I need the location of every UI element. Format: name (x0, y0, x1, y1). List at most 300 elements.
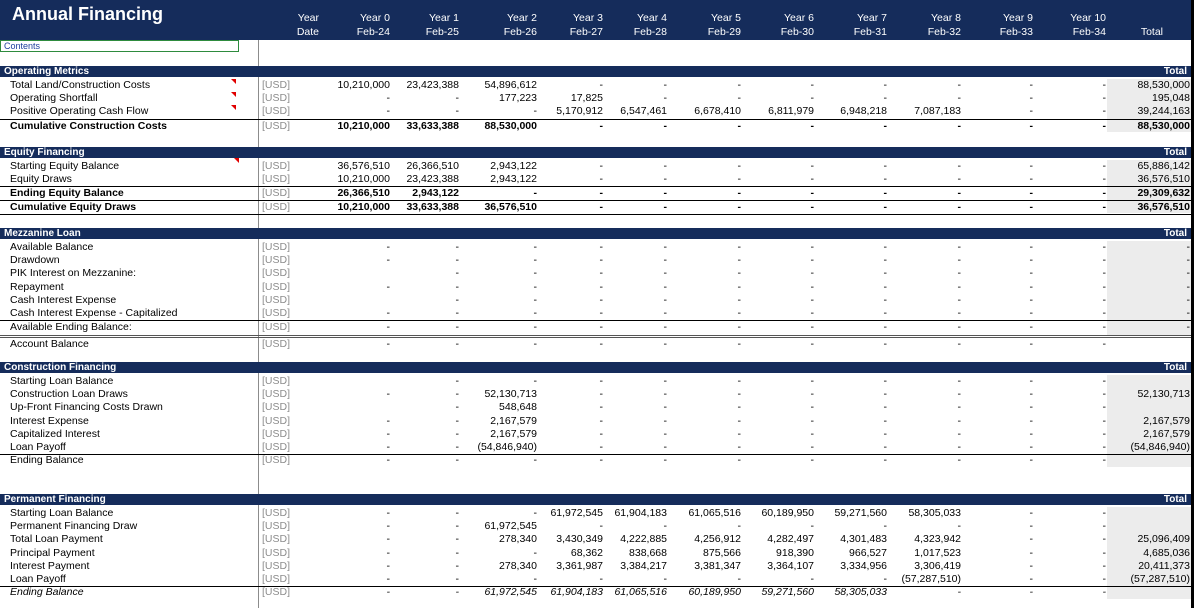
cell-value[interactable]: - (810, 92, 814, 105)
cell-value[interactable]: 59,271,560 (761, 586, 814, 599)
cell-value[interactable]: - (810, 414, 814, 427)
cell-value[interactable]: - (599, 388, 603, 401)
cell-value[interactable]: - (737, 375, 741, 387)
cell-value[interactable]: - (599, 454, 603, 467)
cell-value[interactable]: - (957, 307, 961, 319)
cell-value[interactable]: - (1029, 454, 1033, 467)
cell-value[interactable]: - (883, 241, 887, 253)
cell-value[interactable]: - (1029, 388, 1033, 401)
comment-indicator-icon[interactable] (234, 158, 239, 163)
cell-value[interactable]: - (810, 119, 814, 132)
cell-value[interactable]: - (737, 267, 741, 280)
cell-value[interactable]: - (737, 573, 741, 585)
cell-value[interactable]: - (1029, 414, 1033, 427)
cell-value[interactable]: - (455, 586, 459, 599)
cell-value[interactable]: - (386, 307, 390, 319)
cell-value[interactable]: - (810, 427, 814, 440)
cell-value[interactable]: - (599, 321, 603, 334)
cell-value[interactable]: 36,576,510 (1137, 173, 1190, 186)
cell-value[interactable]: - (1186, 293, 1190, 306)
cell-value[interactable]: - (883, 388, 887, 401)
cell-value[interactable]: - (957, 441, 961, 453)
cell-value[interactable]: - (883, 520, 887, 533)
cell-value[interactable]: - (455, 401, 459, 414)
cell-value[interactable]: - (1102, 533, 1106, 546)
cell-value[interactable]: 58,305,033 (908, 507, 961, 519)
cell-value[interactable]: - (883, 375, 887, 387)
cell-value[interactable]: - (957, 267, 961, 280)
cell-value[interactable]: - (883, 267, 887, 280)
cell-value[interactable]: - (883, 441, 887, 453)
cell-value[interactable]: - (1029, 401, 1033, 414)
cell-value[interactable]: - (1029, 375, 1033, 387)
cell-value[interactable]: 177,223 (499, 92, 537, 105)
cell-value[interactable]: 61,904,183 (550, 586, 603, 599)
cell-value[interactable]: - (957, 427, 961, 440)
cell-value[interactable]: - (1029, 79, 1033, 91)
cell-value[interactable]: - (663, 160, 667, 172)
cell-value[interactable]: - (1102, 267, 1106, 280)
cell-value[interactable]: 23,423,388 (406, 173, 459, 186)
cell-value[interactable]: - (599, 254, 603, 267)
cell-value[interactable]: - (883, 307, 887, 319)
cell-value[interactable]: - (386, 441, 390, 453)
cell-value[interactable]: 6,678,410 (694, 105, 741, 118)
cell-value[interactable]: - (1029, 427, 1033, 440)
cell-value[interactable]: - (455, 293, 459, 306)
cell-value[interactable]: 59,271,560 (834, 507, 887, 519)
cell-value[interactable]: - (1186, 280, 1190, 293)
cell-value[interactable]: - (663, 427, 667, 440)
cell-value[interactable]: - (1102, 307, 1106, 319)
cell-value[interactable]: - (455, 573, 459, 585)
cell-value[interactable]: - (455, 520, 459, 533)
cell-value[interactable]: - (1102, 280, 1106, 293)
cell-value[interactable]: - (810, 441, 814, 453)
cell-value[interactable]: (57,287,510) (1130, 573, 1190, 585)
cell-value[interactable]: 278,340 (499, 559, 537, 572)
cell-value[interactable]: - (883, 454, 887, 467)
cell-value[interactable]: - (386, 321, 390, 334)
cell-value[interactable]: 4,685,036 (1143, 546, 1190, 559)
cell-value[interactable]: 61,972,545 (484, 520, 537, 533)
cell-value[interactable]: 60,189,950 (688, 586, 741, 599)
cell-value[interactable]: 10,210,000 (337, 173, 390, 186)
cell-value[interactable]: - (957, 119, 961, 132)
cell-value[interactable]: - (810, 307, 814, 319)
cell-value[interactable]: - (663, 401, 667, 414)
cell-value[interactable]: 2,167,579 (1143, 427, 1190, 440)
cell-value[interactable]: - (737, 79, 741, 91)
cell-value[interactable]: - (883, 338, 887, 351)
cell-value[interactable]: - (957, 293, 961, 306)
cell-value[interactable]: - (386, 241, 390, 253)
cell-value[interactable]: - (663, 520, 667, 533)
cell-value[interactable]: - (1102, 173, 1106, 186)
cell-value[interactable]: - (737, 160, 741, 172)
cell-value[interactable]: 33,633,388 (406, 200, 459, 213)
cell-value[interactable]: - (883, 427, 887, 440)
cell-value[interactable]: 2,167,579 (490, 427, 537, 440)
cell-value[interactable]: - (663, 254, 667, 267)
cell-value[interactable]: - (883, 293, 887, 306)
cell-value[interactable]: - (533, 546, 537, 559)
cell-value[interactable]: - (455, 441, 459, 453)
cell-value[interactable]: - (1029, 507, 1033, 519)
cell-value[interactable]: - (957, 375, 961, 387)
cell-value[interactable]: - (533, 573, 537, 585)
cell-value[interactable]: 195,048 (1152, 92, 1190, 105)
cell-value[interactable]: - (810, 338, 814, 351)
cell-value[interactable]: - (1102, 200, 1106, 213)
cell-value[interactable]: - (957, 79, 961, 91)
cell-value[interactable]: - (810, 79, 814, 91)
cell-value[interactable]: - (455, 427, 459, 440)
cell-value[interactable]: - (599, 187, 603, 200)
cell-value[interactable]: - (455, 375, 459, 387)
cell-value[interactable]: 6,811,979 (768, 105, 814, 118)
cell-value[interactable]: - (1029, 533, 1033, 546)
cell-value[interactable]: - (386, 338, 390, 351)
cell-value[interactable]: 2,167,579 (490, 414, 537, 427)
cell-value[interactable]: 4,256,912 (694, 533, 741, 546)
cell-value[interactable]: 61,972,545 (550, 507, 603, 519)
cell-value[interactable]: 2,167,579 (1143, 414, 1190, 427)
cell-value[interactable]: - (883, 280, 887, 293)
cell-value[interactable]: - (533, 507, 537, 519)
cell-value[interactable]: - (737, 414, 741, 427)
cell-value[interactable]: 58,305,033 (834, 586, 887, 599)
cell-value[interactable]: - (1102, 241, 1106, 253)
cell-value[interactable]: - (957, 160, 961, 172)
cell-value[interactable]: - (810, 173, 814, 186)
cell-value[interactable]: (54,846,940) (477, 441, 537, 453)
cell-value[interactable]: - (533, 321, 537, 334)
cell-value[interactable]: - (1029, 92, 1033, 105)
cell-value[interactable]: - (810, 241, 814, 253)
cell-value[interactable]: 17,825 (570, 92, 603, 105)
cell-value[interactable]: - (957, 520, 961, 533)
cell-value[interactable]: - (1102, 338, 1106, 351)
cell-value[interactable]: 918,390 (776, 546, 814, 559)
cell-value[interactable]: - (599, 173, 603, 186)
cell-value[interactable]: - (455, 280, 459, 293)
cell-value[interactable]: - (533, 338, 537, 351)
cell-value[interactable]: - (1102, 546, 1106, 559)
cell-value[interactable]: - (663, 321, 667, 334)
cell-value[interactable]: 61,065,516 (688, 507, 741, 519)
cell-value[interactable]: - (883, 160, 887, 172)
cell-value[interactable]: 26,366,510 (337, 187, 390, 200)
cell-value[interactable]: - (1102, 388, 1106, 401)
cell-value[interactable]: - (1102, 559, 1106, 572)
cell-value[interactable]: - (810, 267, 814, 280)
cell-value[interactable]: - (599, 293, 603, 306)
cell-value[interactable]: - (455, 92, 459, 105)
cell-value[interactable]: - (810, 321, 814, 334)
cell-value[interactable]: 1,017,523 (914, 546, 961, 559)
cell-value[interactable]: - (737, 254, 741, 267)
cell-value[interactable]: - (737, 173, 741, 186)
contents-link[interactable]: Contents (4, 41, 41, 51)
cell-value[interactable]: - (599, 338, 603, 351)
cell-value[interactable]: - (663, 338, 667, 351)
cell-value[interactable]: - (663, 92, 667, 105)
cell-value[interactable]: - (957, 454, 961, 467)
cell-value[interactable]: - (663, 375, 667, 387)
cell-value[interactable]: - (533, 280, 537, 293)
cell-value[interactable]: - (663, 280, 667, 293)
cell-value[interactable]: - (663, 267, 667, 280)
cell-value[interactable]: - (1102, 119, 1106, 132)
cell-value[interactable]: - (599, 414, 603, 427)
cell-value[interactable]: - (1186, 267, 1190, 280)
cell-value[interactable]: 52,130,713 (1137, 388, 1190, 401)
cell-value[interactable]: - (386, 586, 390, 599)
cell-value[interactable]: - (599, 573, 603, 585)
cell-value[interactable]: 39,244,163 (1137, 105, 1190, 118)
cell-value[interactable]: - (533, 454, 537, 467)
cell-value[interactable]: - (663, 119, 667, 132)
cell-value[interactable]: - (1102, 520, 1106, 533)
cell-value[interactable]: - (883, 200, 887, 213)
cell-value[interactable]: - (737, 307, 741, 319)
cell-value[interactable]: - (737, 280, 741, 293)
cell-value[interactable]: - (1102, 414, 1106, 427)
cell-value[interactable]: 838,668 (629, 546, 667, 559)
cell-value[interactable]: 61,972,545 (484, 586, 537, 599)
cell-value[interactable]: - (1029, 254, 1033, 267)
cell-value[interactable]: - (737, 338, 741, 351)
cell-value[interactable]: - (1029, 105, 1033, 118)
cell-value[interactable]: - (386, 105, 390, 118)
cell-value[interactable]: - (455, 546, 459, 559)
cell-value[interactable]: - (455, 254, 459, 267)
cell-value[interactable]: - (386, 454, 390, 467)
cell-value[interactable]: - (1102, 254, 1106, 267)
cell-value[interactable]: - (455, 241, 459, 253)
cell-value[interactable]: 23,423,388 (406, 79, 459, 91)
cell-value[interactable]: - (957, 338, 961, 351)
cell-value[interactable]: - (1102, 105, 1106, 118)
cell-value[interactable]: - (455, 321, 459, 334)
cell-value[interactable]: - (957, 388, 961, 401)
cell-value[interactable]: - (1029, 321, 1033, 334)
cell-value[interactable]: 4,301,483 (840, 533, 887, 546)
cell-value[interactable]: - (386, 254, 390, 267)
cell-value[interactable]: - (737, 200, 741, 213)
cell-value[interactable]: - (737, 187, 741, 200)
cell-value[interactable]: - (1029, 586, 1033, 599)
cell-value[interactable]: - (810, 254, 814, 267)
cell-value[interactable]: - (1102, 441, 1106, 453)
cell-value[interactable]: - (1029, 546, 1033, 559)
cell-value[interactable]: - (810, 454, 814, 467)
cell-value[interactable]: - (810, 401, 814, 414)
cell-value[interactable]: - (663, 388, 667, 401)
cell-value[interactable]: - (957, 321, 961, 334)
cell-value[interactable]: - (386, 280, 390, 293)
cell-value[interactable]: - (957, 254, 961, 267)
cell-value[interactable]: - (455, 338, 459, 351)
cell-value[interactable]: 4,222,885 (620, 533, 667, 546)
cell-value[interactable]: - (599, 241, 603, 253)
cell-value[interactable]: - (599, 79, 603, 91)
cell-value[interactable]: - (957, 187, 961, 200)
cell-value[interactable]: - (737, 454, 741, 467)
cell-value[interactable]: 36,576,510 (1137, 200, 1190, 213)
cell-value[interactable]: - (1029, 338, 1033, 351)
cell-value[interactable]: 3,364,107 (767, 559, 814, 572)
cell-value[interactable]: 966,527 (849, 546, 887, 559)
cell-value[interactable]: - (1102, 507, 1106, 519)
comment-indicator-icon[interactable] (231, 92, 236, 97)
cell-value[interactable]: - (533, 375, 537, 387)
cell-value[interactable]: - (1029, 160, 1033, 172)
cell-value[interactable]: - (533, 105, 537, 118)
cell-value[interactable]: 3,334,956 (840, 559, 887, 572)
cell-value[interactable]: - (1029, 119, 1033, 132)
cell-value[interactable]: - (737, 92, 741, 105)
cell-value[interactable]: - (533, 293, 537, 306)
cell-value[interactable]: - (957, 173, 961, 186)
cell-value[interactable]: 52,130,713 (484, 388, 537, 401)
cell-value[interactable]: - (1029, 173, 1033, 186)
cell-value[interactable]: - (883, 401, 887, 414)
cell-value[interactable]: - (810, 293, 814, 306)
cell-value[interactable]: - (957, 92, 961, 105)
cell-value[interactable]: - (957, 241, 961, 253)
cell-value[interactable]: - (883, 573, 887, 585)
cell-value[interactable]: 88,530,000 (1137, 119, 1190, 132)
cell-value[interactable]: - (1029, 187, 1033, 200)
cell-value[interactable]: 20,411,373 (1138, 559, 1190, 572)
cell-value[interactable]: - (883, 254, 887, 267)
cell-value[interactable]: 6,948,218 (840, 105, 887, 118)
cell-value[interactable]: 2,943,122 (490, 160, 537, 172)
cell-value[interactable]: - (1102, 160, 1106, 172)
cell-value[interactable]: - (1102, 187, 1106, 200)
cell-value[interactable]: - (737, 321, 741, 334)
cell-value[interactable]: (54,846,940) (1130, 441, 1190, 453)
cell-value[interactable]: - (1102, 454, 1106, 467)
cell-value[interactable]: - (599, 520, 603, 533)
comment-indicator-icon[interactable] (231, 79, 236, 84)
cell-value[interactable]: - (1029, 520, 1033, 533)
cell-value[interactable]: - (883, 173, 887, 186)
cell-value[interactable]: 36,576,510 (484, 200, 537, 213)
cell-value[interactable]: 3,361,987 (556, 559, 603, 572)
cell-value[interactable]: - (737, 241, 741, 253)
cell-value[interactable]: 278,340 (499, 533, 537, 546)
cell-value[interactable]: - (1029, 241, 1033, 253)
cell-value[interactable]: - (455, 559, 459, 572)
cell-value[interactable]: 548,648 (499, 401, 537, 414)
cell-value[interactable]: - (1186, 321, 1190, 334)
cell-value[interactable]: - (883, 321, 887, 334)
cell-value[interactable]: - (663, 79, 667, 91)
cell-value[interactable]: - (1102, 92, 1106, 105)
cell-value[interactable]: 10,210,000 (337, 79, 390, 91)
cell-value[interactable]: - (455, 507, 459, 519)
cell-value[interactable]: - (1029, 293, 1033, 306)
cell-value[interactable]: - (1102, 573, 1106, 585)
cell-value[interactable]: - (737, 441, 741, 453)
cell-value[interactable]: 5,170,912 (556, 105, 603, 118)
cell-value[interactable]: - (957, 586, 961, 599)
cell-value[interactable]: - (737, 427, 741, 440)
cell-value[interactable]: - (1186, 254, 1190, 267)
cell-value[interactable]: 36,576,510 (337, 160, 390, 172)
cell-value[interactable]: - (957, 401, 961, 414)
cell-value[interactable]: - (957, 200, 961, 213)
cell-value[interactable]: - (737, 401, 741, 414)
cell-value[interactable]: - (455, 267, 459, 280)
cell-value[interactable]: - (386, 388, 390, 401)
cell-value[interactable]: 33,633,388 (406, 119, 459, 132)
cell-value[interactable]: 29,309,632 (1137, 187, 1190, 200)
cell-value[interactable]: - (599, 280, 603, 293)
cell-value[interactable]: - (455, 454, 459, 467)
cell-value[interactable]: - (883, 79, 887, 91)
cell-value[interactable]: - (663, 573, 667, 585)
cell-value[interactable]: - (455, 533, 459, 546)
cell-value[interactable]: 10,210,000 (337, 200, 390, 213)
cell-value[interactable]: - (386, 92, 390, 105)
cell-value[interactable]: - (663, 441, 667, 453)
cell-value[interactable]: - (957, 280, 961, 293)
cell-value[interactable]: - (810, 280, 814, 293)
cell-value[interactable]: - (663, 200, 667, 213)
cell-value[interactable]: - (957, 414, 961, 427)
cell-value[interactable]: - (599, 119, 603, 132)
cell-value[interactable]: 61,904,183 (614, 507, 667, 519)
cell-value[interactable]: - (533, 241, 537, 253)
cell-value[interactable]: - (533, 307, 537, 319)
cell-value[interactable]: - (455, 388, 459, 401)
cell-value[interactable]: - (455, 307, 459, 319)
cell-value[interactable]: - (883, 119, 887, 132)
cell-value[interactable]: - (810, 375, 814, 387)
cell-value[interactable]: - (599, 267, 603, 280)
cell-value[interactable]: - (663, 454, 667, 467)
cell-value[interactable]: - (455, 105, 459, 118)
cell-value[interactable]: 54,896,612 (484, 79, 537, 91)
cell-value[interactable]: - (1029, 267, 1033, 280)
cell-value[interactable]: - (386, 546, 390, 559)
cell-value[interactable]: 2,943,122 (412, 187, 459, 200)
cell-value[interactable]: 4,323,942 (914, 533, 961, 546)
cell-value[interactable]: - (1102, 293, 1106, 306)
cell-value[interactable]: - (386, 573, 390, 585)
cell-value[interactable]: 10,210,000 (337, 119, 390, 132)
cell-value[interactable]: - (599, 375, 603, 387)
cell-value[interactable]: - (810, 573, 814, 585)
cell-value[interactable]: - (386, 507, 390, 519)
cell-value[interactable]: 88,530,000 (1137, 79, 1190, 91)
cell-value[interactable]: - (1029, 307, 1033, 319)
cell-value[interactable]: - (883, 92, 887, 105)
cell-value[interactable]: - (663, 293, 667, 306)
cell-value[interactable]: 88,530,000 (484, 119, 537, 132)
cell-value[interactable]: - (883, 414, 887, 427)
cell-value[interactable]: - (455, 414, 459, 427)
cell-value[interactable]: (57,287,510) (901, 573, 961, 585)
cell-value[interactable]: - (810, 187, 814, 200)
cell-value[interactable]: - (1102, 427, 1106, 440)
cell-value[interactable]: 3,384,217 (620, 559, 667, 572)
cell-value[interactable]: 3,306,419 (914, 559, 961, 572)
